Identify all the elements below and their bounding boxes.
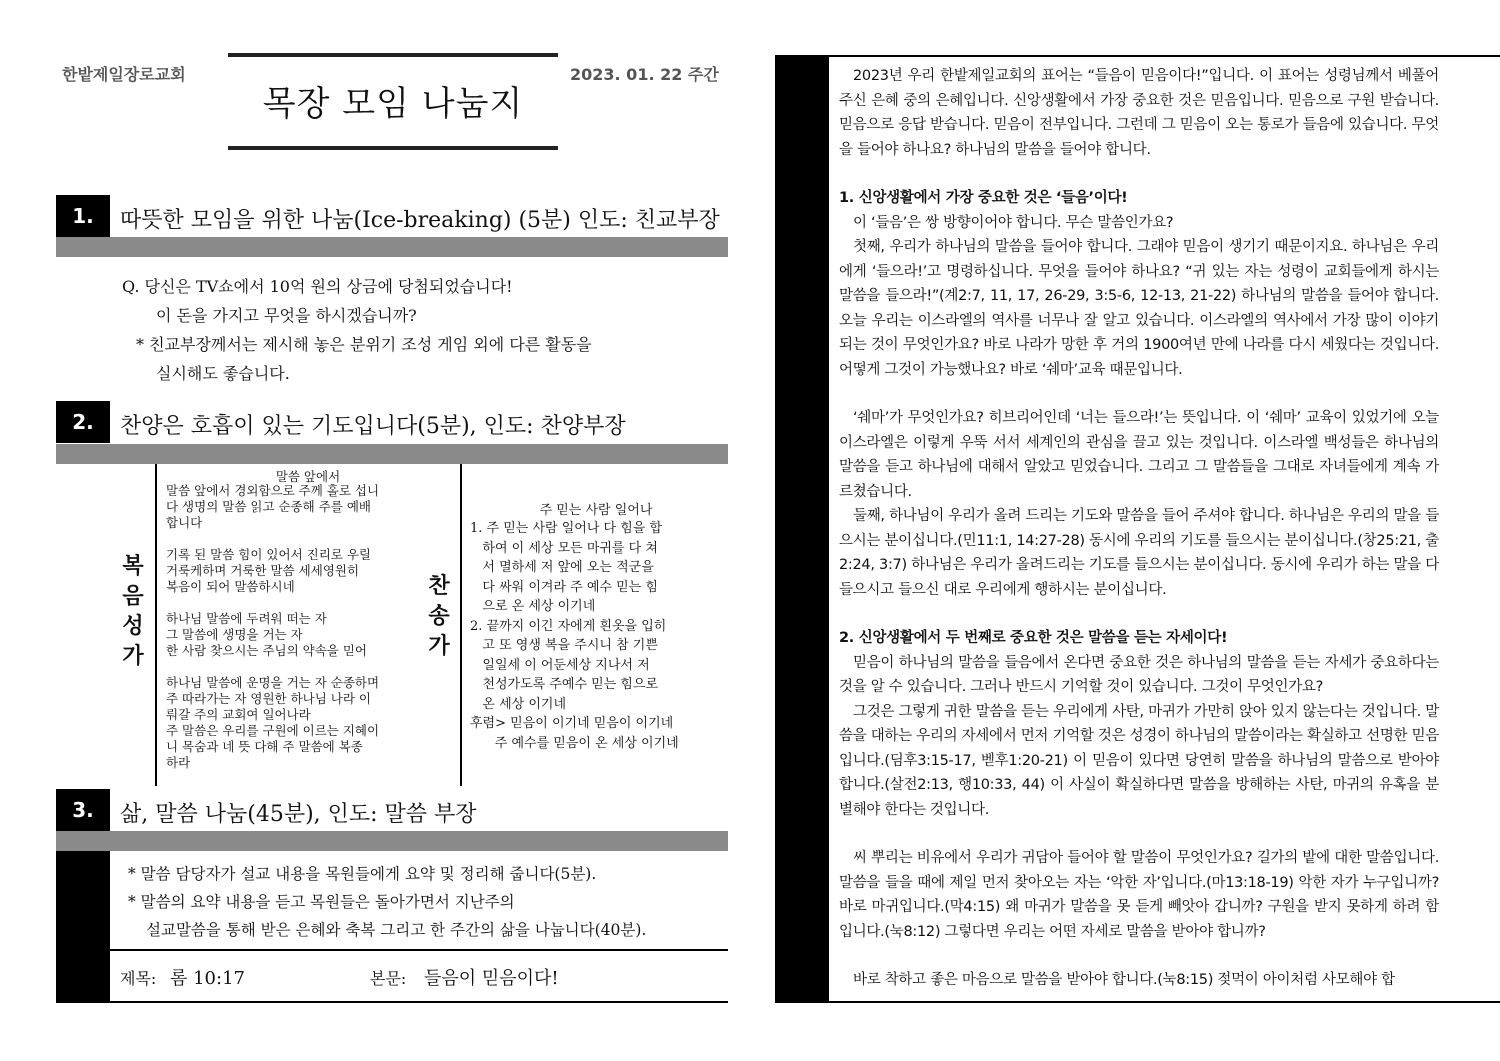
sermon-subject: 롬 10:17 [170,968,245,989]
title-bottom-rule [228,146,558,150]
paragraph-2b: 그것은 그렇게 귀한 말씀을 듣는 우리에게 사탄, 마귀가 가만히 앉아 있지 않는다는 것입니다. 말씀을 대하는 우리의 자세에서 먼저 기억할 것은 성경이 하나님의 말씀이라는 확실하고 선명한 믿음입니다.(딤후3:15-17, 벧후1:20-21) 이 믿음이 있다면 당연히 말씀을 하나님의 말씀으로 받아야 합니다.(살전2:13, 행10:33, 44) 이 사실이 확실하다면 말씀을 방해하는 사탄, 마귀의 유혹을 분별해야 한다는 것입니다. [839,703,1439,818]
spacer [839,944,1439,968]
right-side-bar [775,55,829,1003]
section-1-question: Q. 당신은 TV쇼에서 10억 원의 상금에 당첨되었습니다! [122,277,513,296]
gospel-label-char: 음 [122,584,144,609]
spacer [839,382,1439,406]
section-2-title: 찬양은 호흡이 있는 기도입니다(5분), 인도: 찬양부장 [120,414,626,439]
section-3-bottom-rule [56,1001,728,1003]
hymn-title: 주 믿는 사람 일어나 [539,503,653,518]
section-3-side-bar [56,851,110,1003]
gospel-label-char: 가 [122,644,144,669]
paragraph-1d: 둘째, 하나님이 우리가 올려 드리는 기도와 말씀을 들어 주셔야 합니다. 하나님은 우리의 말을 들으시는 분이십니다.(민11:1, 14:27-28) 동시에 우리의 기도를 들으시는 분이십니다.(창25:21, 출2:24, 3:7) 하나님은 우리가 올려드리는 기도를 들으시는 분이십니다. 동시에 우리가 하는 말을 다 들으시고 들으신 대로 우리에게 행하시는 분이십니다. [839,508,1439,598]
section-2-bar [56,444,728,464]
gospel-song-title: 말씀 앞에서 [275,469,341,484]
section-1-bar [56,237,728,257]
gospel-song-lyrics: 말씀 앞에서 경외함으로 주께 홀로 섭니 다 생명의 말씀 읽고 순종해 주를 예배 합니다 기록 된 말씀 힘이 있어서 진리로 우릴 거룩케하며 거룩한 말씀 세세영원히 복음이 되어 말씀하시네 하나님 말씀에 두려워 떠는 자 그 말씀에 생명을 거는 자 한 사람 찾으시는 주님의 약속을 믿어 하나님 말씀에 운명을 거는 자 순종하며 주 따라가는 자 영원한 하나님 나라 이 뤄갈 주의 교회여 일어나라 주 말씀은 우리를 구원에 이르는 지혜이 니 목숨과 네 뜻 다해 주 말씀에 복종 하라 [166,483,380,770]
sermon-text: 들음이 믿음이다! [424,968,559,989]
section-3-number: 3. [56,789,110,831]
sermon-body [839,64,1439,993]
gospel-song-label [118,552,148,672]
paragraph-2d: 바로 착하고 좋은 마음으로 말씀을 받아야 합니다.(눅8:15) 젖먹이 아이처럼 사모해야 합 [853,972,1395,988]
section-1-question-cont: 이 돈을 가지고 무엇을 하시겠습니까? [156,306,417,325]
paragraph-1b: 첫째, 우리가 하나님의 말씀을 들어야 합니다. 그래야 믿음이 생기기 때문이지요. 하나님은 우리에게 ‘들으라!’고 명령하십니다. 무엇을 들어야 하나요? “귀 있는 자는 성령이 교회들에게 하시는 말씀을 들으라!”(계2:7, 11, 17, 26-29, 3:5-6, 12-13, 21-22) 하나님의 말씀을 들어야 합니다. 오늘 우리는 이스라엘의 역사를 너무나 잘 알고 있습니다. 이스라엘의 역사에서 가장 많이 이야기되는 것이 무엇인가요? 바로 나라가 망한 후 거의 1900여년 만에 나라를 다시 세웠다는 것입니다. 어떻게 그것이 가능했나요? 바로 ‘쉐마’교육 때문입니다. [839,239,1439,378]
gospel-divider [155,464,157,786]
paragraph-1c: ‘쉐마’가 무엇인가요? 히브리어인데 ‘너는 들으라!’는 뜻입니다. 이 ‘쉐마’ 교육이 있었기에 오늘 이스라엘은 이렇게 우뚝 서서 세계인의 관심을 끌고 있는 것입니다. 이스라엘 백성들은 하나님의 말씀을 듣고 하나님에 대해서 알았고 믿었습니다. 그리고 그 말씀들을 그대로 자녀들에게 계속 가르쳤습니다. [839,410,1439,500]
right-top-rule [829,55,1500,57]
section-3-bar [56,831,728,851]
title-top-rule [228,53,558,57]
church-name: 한밭제일장로교회 [62,65,186,84]
gospel-label-char: 복 [122,554,144,579]
section-1-note-cont: 실시해도 좋습니다. [156,364,290,383]
section-3-note-2-cont: 설교말씀을 통해 받은 은혜와 축복 그리고 한 주간의 삶을 나눕니다(40분). [146,921,647,939]
section-1-title: 따뜻한 모임을 위한 나눔(Ice-breaking) (5분) 인도: 친교부장 [120,208,720,233]
gospel-label-char: 성 [122,614,144,639]
text-label: 본문: [370,969,407,988]
spacer [839,602,1439,626]
section-3-title: 삶, 말씀 나눔(45분), 인도: 말씀 부장 [120,802,477,827]
right-page [775,0,1500,1061]
spacer [839,162,1439,186]
spacer [839,822,1439,846]
section-3-note-1: * 말씀 담당자가 설교 내용을 목원들에게 요약 및 정리해 줍니다(5분). [128,865,597,883]
page-title: 목장 모임 나눔지 [262,84,524,124]
section-3-divider [56,949,728,951]
subject-label: 제목: [120,969,157,988]
hymn-label-char: 송 [428,604,450,629]
heading-2: 2. 신앙생활에서 두 번째로 중요한 것은 말씀을 듣는 자세이다! [839,630,1228,646]
section-1-note: * 친교부장께서는 제시해 놓은 분위기 조성 게임 외에 다른 활동을 [136,335,592,354]
bulletin-date: 2023. 01. 22 주간 [570,65,719,84]
paragraph-1a: 이 ‘들음’은 쌍 방향이어야 합니다. 무슨 말씀인가요? [853,214,1174,231]
paragraph-2c: 씨 뿌리는 비유에서 우리가 귀담아 들어야 할 말씀이 무엇인가요? 길가의 밭에 대한 말씀입니다. 말씀을 들을 때에 제일 먼저 찾아오는 자는 ‘악한 자’입니다.(마13:18-19) 악한 자가 누구입니까? 바로 마귀입니다.(막4:15) 왜 마귀가 말씀을 못 듣게 빼앗아 갑니까? 구원을 받지 못하게 하려 함입니다.(눅8:12) 그렇다면 우리는 어떤 자세로 말씀을 받아야 합니까? [839,850,1439,940]
section-1-number: 1. [56,195,110,237]
paragraph-2a: 믿음이 하나님의 말씀을 들음에서 온다면 중요한 것은 하나님의 말씀을 듣는 자세가 중요하다는 것을 알 수 있습니다. 그러나 반드시 기억할 것이 있습니다. 그것이 무엇인가요? [839,654,1439,695]
right-bottom-rule [829,1001,1500,1003]
section-2-number: 2. [56,401,110,443]
hymn-divider [460,464,462,786]
intro-paragraph: 2023년 우리 한밭제일교회의 표어는 “들음이 믿음이다!”입니다. 이 표어는 성령님께서 베풀어 주신 은혜 중의 은혜입니다. 신앙생활에서 가장 중요한 것은 믿음입니다. 믿음으로 구원 받습니다. 믿음으로 응답 받습니다. 믿음이 전부입니다. 그런데 그 믿음이 오는 통로가 들음에 있습니다. 무엇을 들어야 하나요? 하나님의 말씀을 들어야 합니다. [839,68,1439,158]
hymn-label [424,572,454,662]
heading-1: 1. 신앙생활에서 가장 중요한 것은 ‘들음’이다! [839,190,1128,206]
hymn-label-char: 찬 [428,574,450,599]
section-3-note-2: * 말씀의 요약 내용을 듣고 목원들은 돌아가면서 지난주의 [128,893,515,911]
hymn-lyrics: 1. 주 믿는 사람 일어나 다 힘을 합 하여 이 세상 모든 마귀를 다 쳐 서 멸하세 저 앞에 오는 적군을 다 싸워 이겨라 주 예수 믿는 힘 으로 온 세상 이기네 2. 끝까지 이긴 자에게 흰옷을 입히 고 또 영생 복을 주시니 참 기쁜 일일세 이 어둔세상 지나서 저 천성가도록 주예수 믿는 힘으로 온 세상 이기네 후렴> 믿음이 이기네 믿음이 이기네 주 예수를 믿음이 온 세상 이기네 [470,521,679,751]
hymn-label-char: 가 [428,634,450,659]
